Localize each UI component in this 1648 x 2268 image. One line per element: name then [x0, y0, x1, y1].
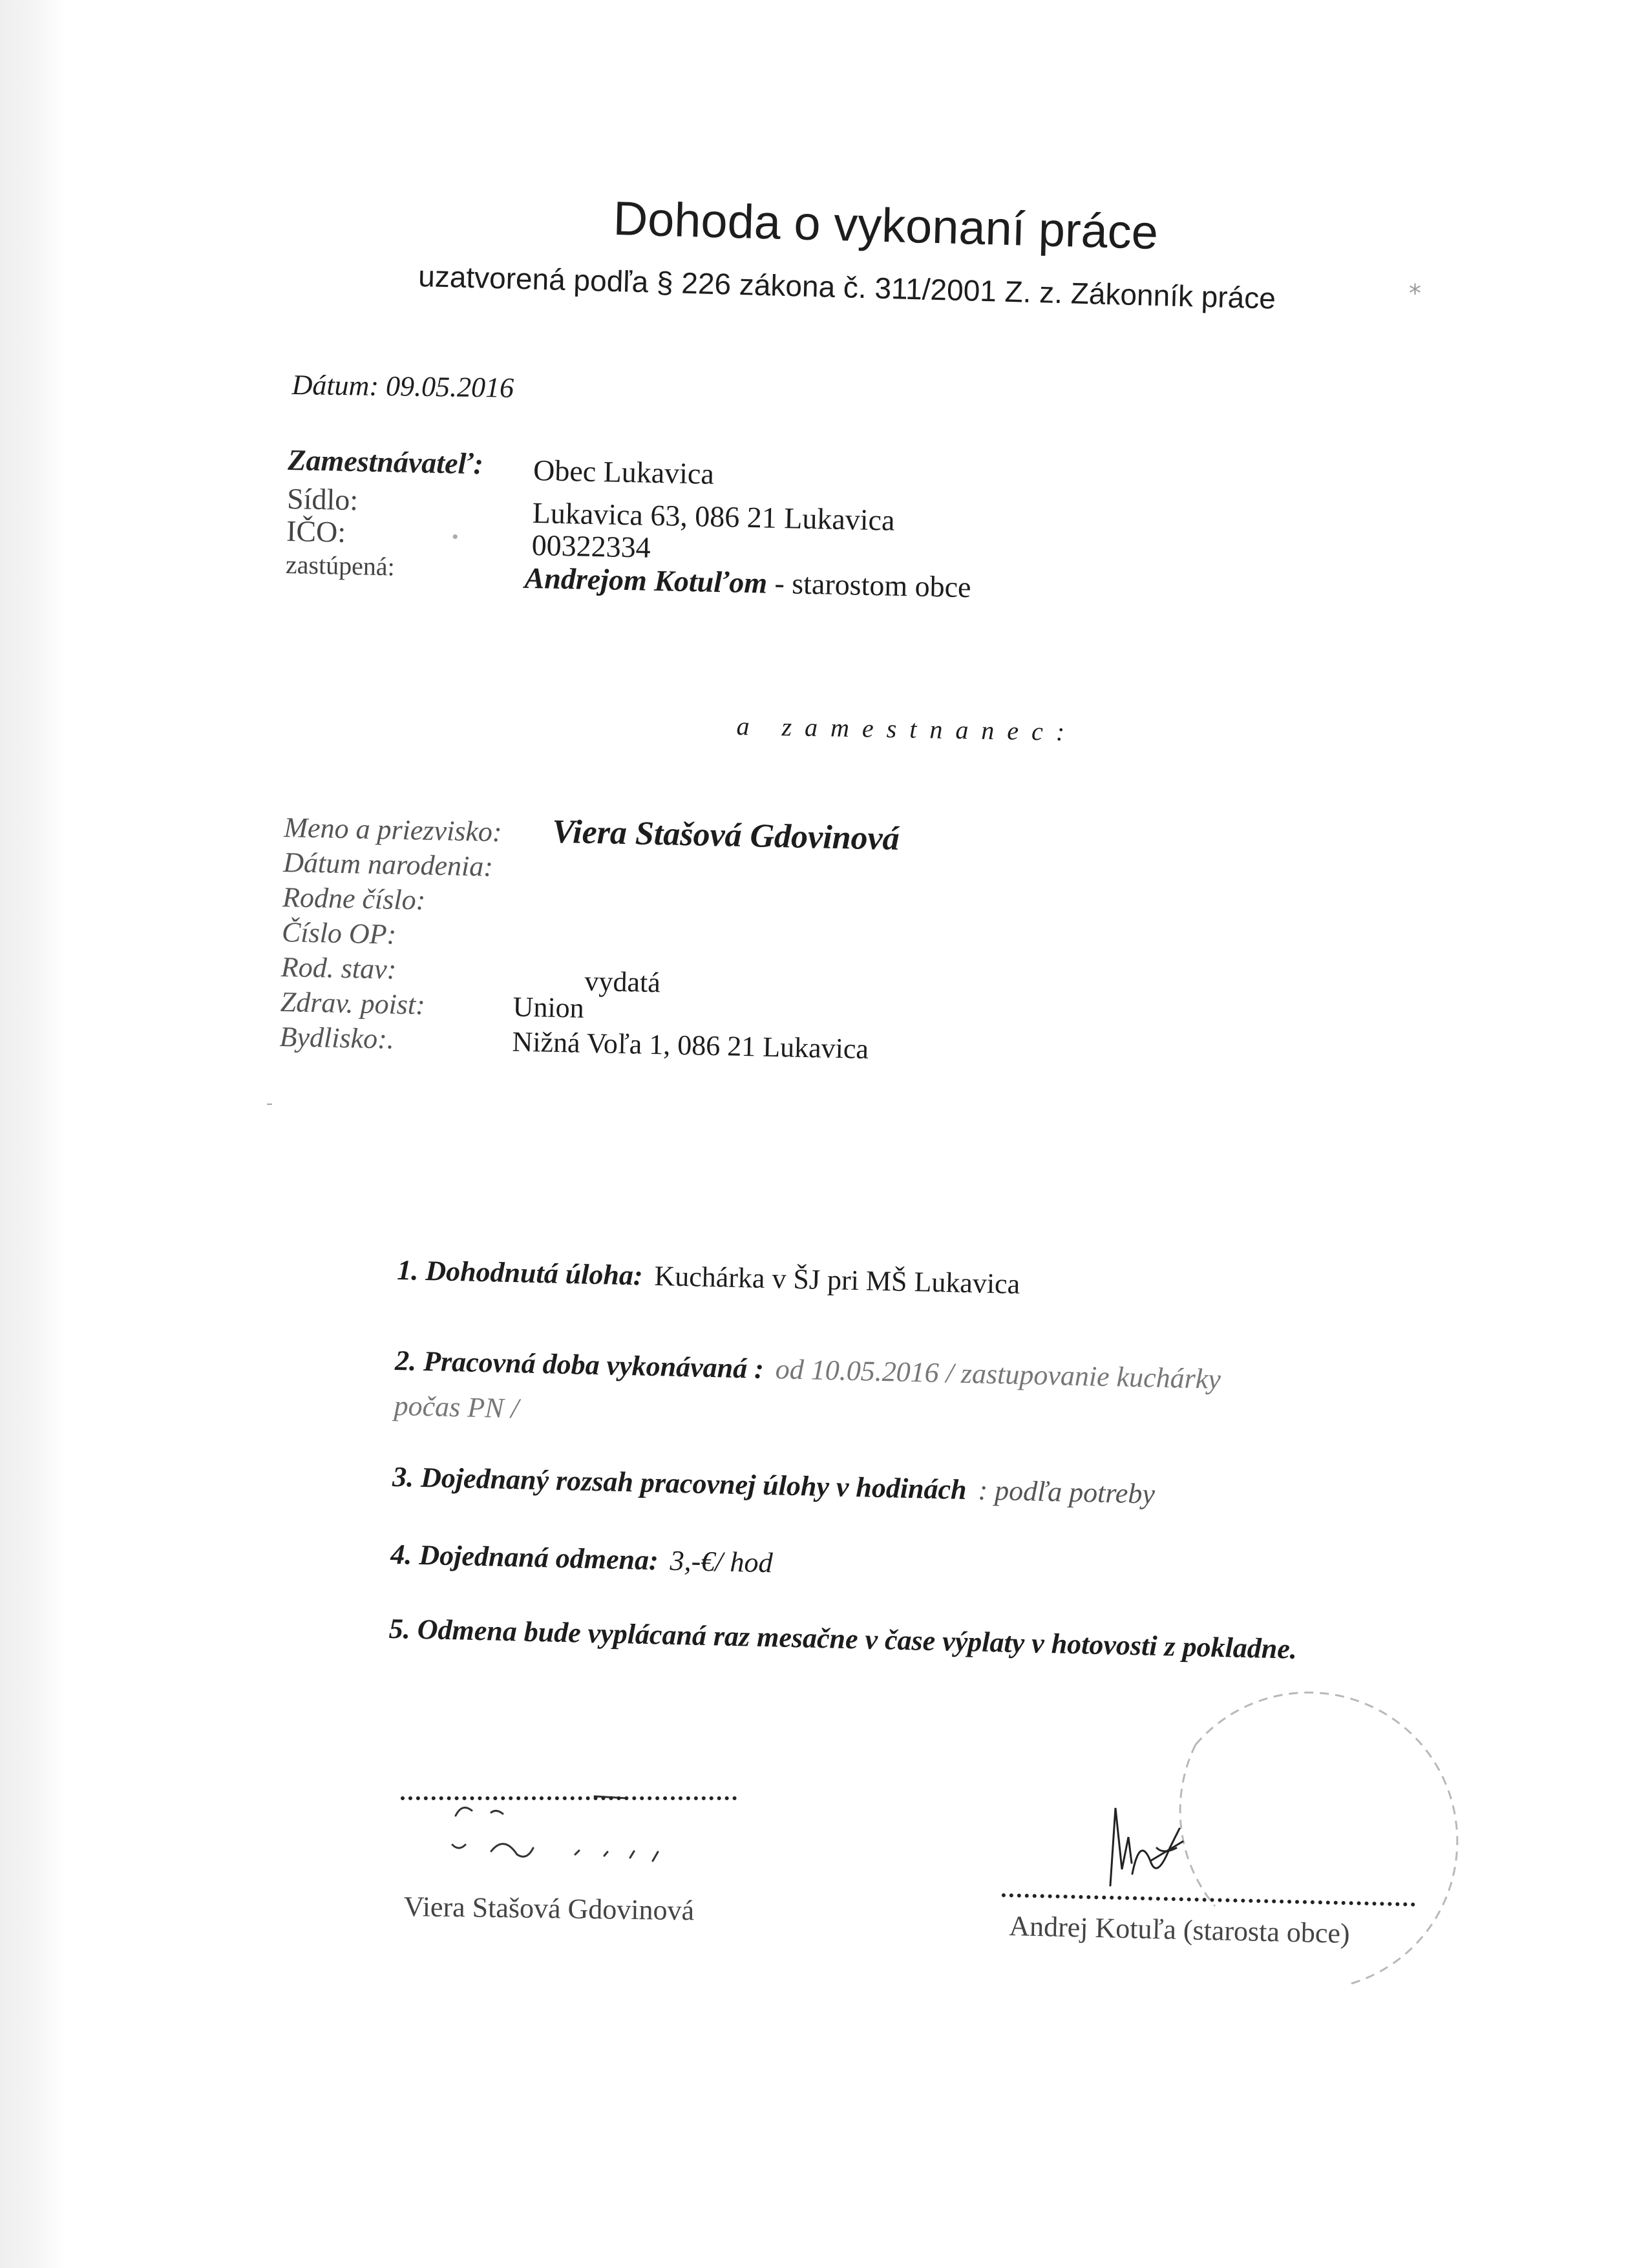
term-2-value: od 10.05.2016 / zastupovanie kuchárky [775, 1353, 1221, 1395]
address-value: Nižná Voľa 1, 086 21 Lukavica [512, 1025, 869, 1066]
representative-signature [1110, 1808, 1183, 1885]
employee-signature-name: Viera Stašová Gdovinová [403, 1891, 695, 1927]
document-subtitle: uzatvorená podľa § 226 zákona č. 311/2001 Z. z. Zákonník práce [417, 258, 1276, 315]
employee-heading: a zamestnanec: [736, 711, 1078, 747]
employee-signature-line [401, 1796, 737, 1800]
term-4-value: 3,-€/ hod [670, 1544, 774, 1579]
seat-label: Sídlo: [286, 481, 359, 517]
employee-name-value: Viera Stašová Gdovinová [551, 813, 900, 857]
subtitle-mark: * [1409, 279, 1421, 308]
term-1-value: Kuchárka v ŠJ pri MŠ Lukavica [653, 1260, 1020, 1300]
address-label: Bydlisko:. [279, 1020, 395, 1055]
term-3-value: : podľa potreby [978, 1474, 1156, 1510]
marital-status-label: Rod. stav: [280, 950, 397, 985]
ico-value: 00322334 [531, 528, 651, 564]
term-2-value-continued: počas PN / [394, 1389, 520, 1425]
birth-number-label: Rodne číslo: [282, 881, 426, 916]
term-5-key: 5. Odmena bude vyplácaná raz mesačne v čase výplaty v hotovosti z pokladne. [388, 1612, 1298, 1665]
marital-status-value: vydatá [584, 965, 661, 999]
seat-value: Lukavica 63, 086 21 Lukavica [532, 496, 895, 537]
scan-mark: - [266, 1092, 273, 1113]
representative-label: zastúpená: [285, 549, 396, 582]
employer-value: Obec Lukavica [533, 453, 715, 490]
employee-signature [452, 1796, 658, 1861]
representative-name: Andrejom Kotuľom [524, 561, 768, 600]
employer-label: Zamestnávateľ: [287, 443, 484, 481]
representative-signature-name: Andrej Kotuľa (starosta obce) [1008, 1909, 1351, 1949]
ico-label: IČO: [286, 514, 346, 549]
term-3-key: 3. Dojednaný rozsah pracovnej úlohy v hodinách [392, 1460, 967, 1506]
representative-role: - starostom obce [766, 566, 972, 604]
term-4-key: 4. Dojednaná odmena: [390, 1538, 659, 1577]
document-date: Dátum: 09.05.2016 [291, 368, 514, 404]
scan-dot: • [451, 526, 459, 548]
employee-name-label: Meno a priezvisko: [283, 811, 503, 848]
term-1-key: 1. Dohodnutá úloha: [396, 1254, 644, 1292]
health-insurance-label: Zdrav. poist: [280, 985, 426, 1021]
term-2-key: 2. Pracovná doba vykonávaná : [394, 1344, 765, 1385]
document-title: Dohoda o vykonaní práce [612, 191, 1159, 260]
health-insurance-value: Union [512, 991, 585, 1024]
birth-date-label: Dátum narodenia: [282, 846, 494, 883]
id-card-label: Číslo OP: [281, 916, 397, 950]
